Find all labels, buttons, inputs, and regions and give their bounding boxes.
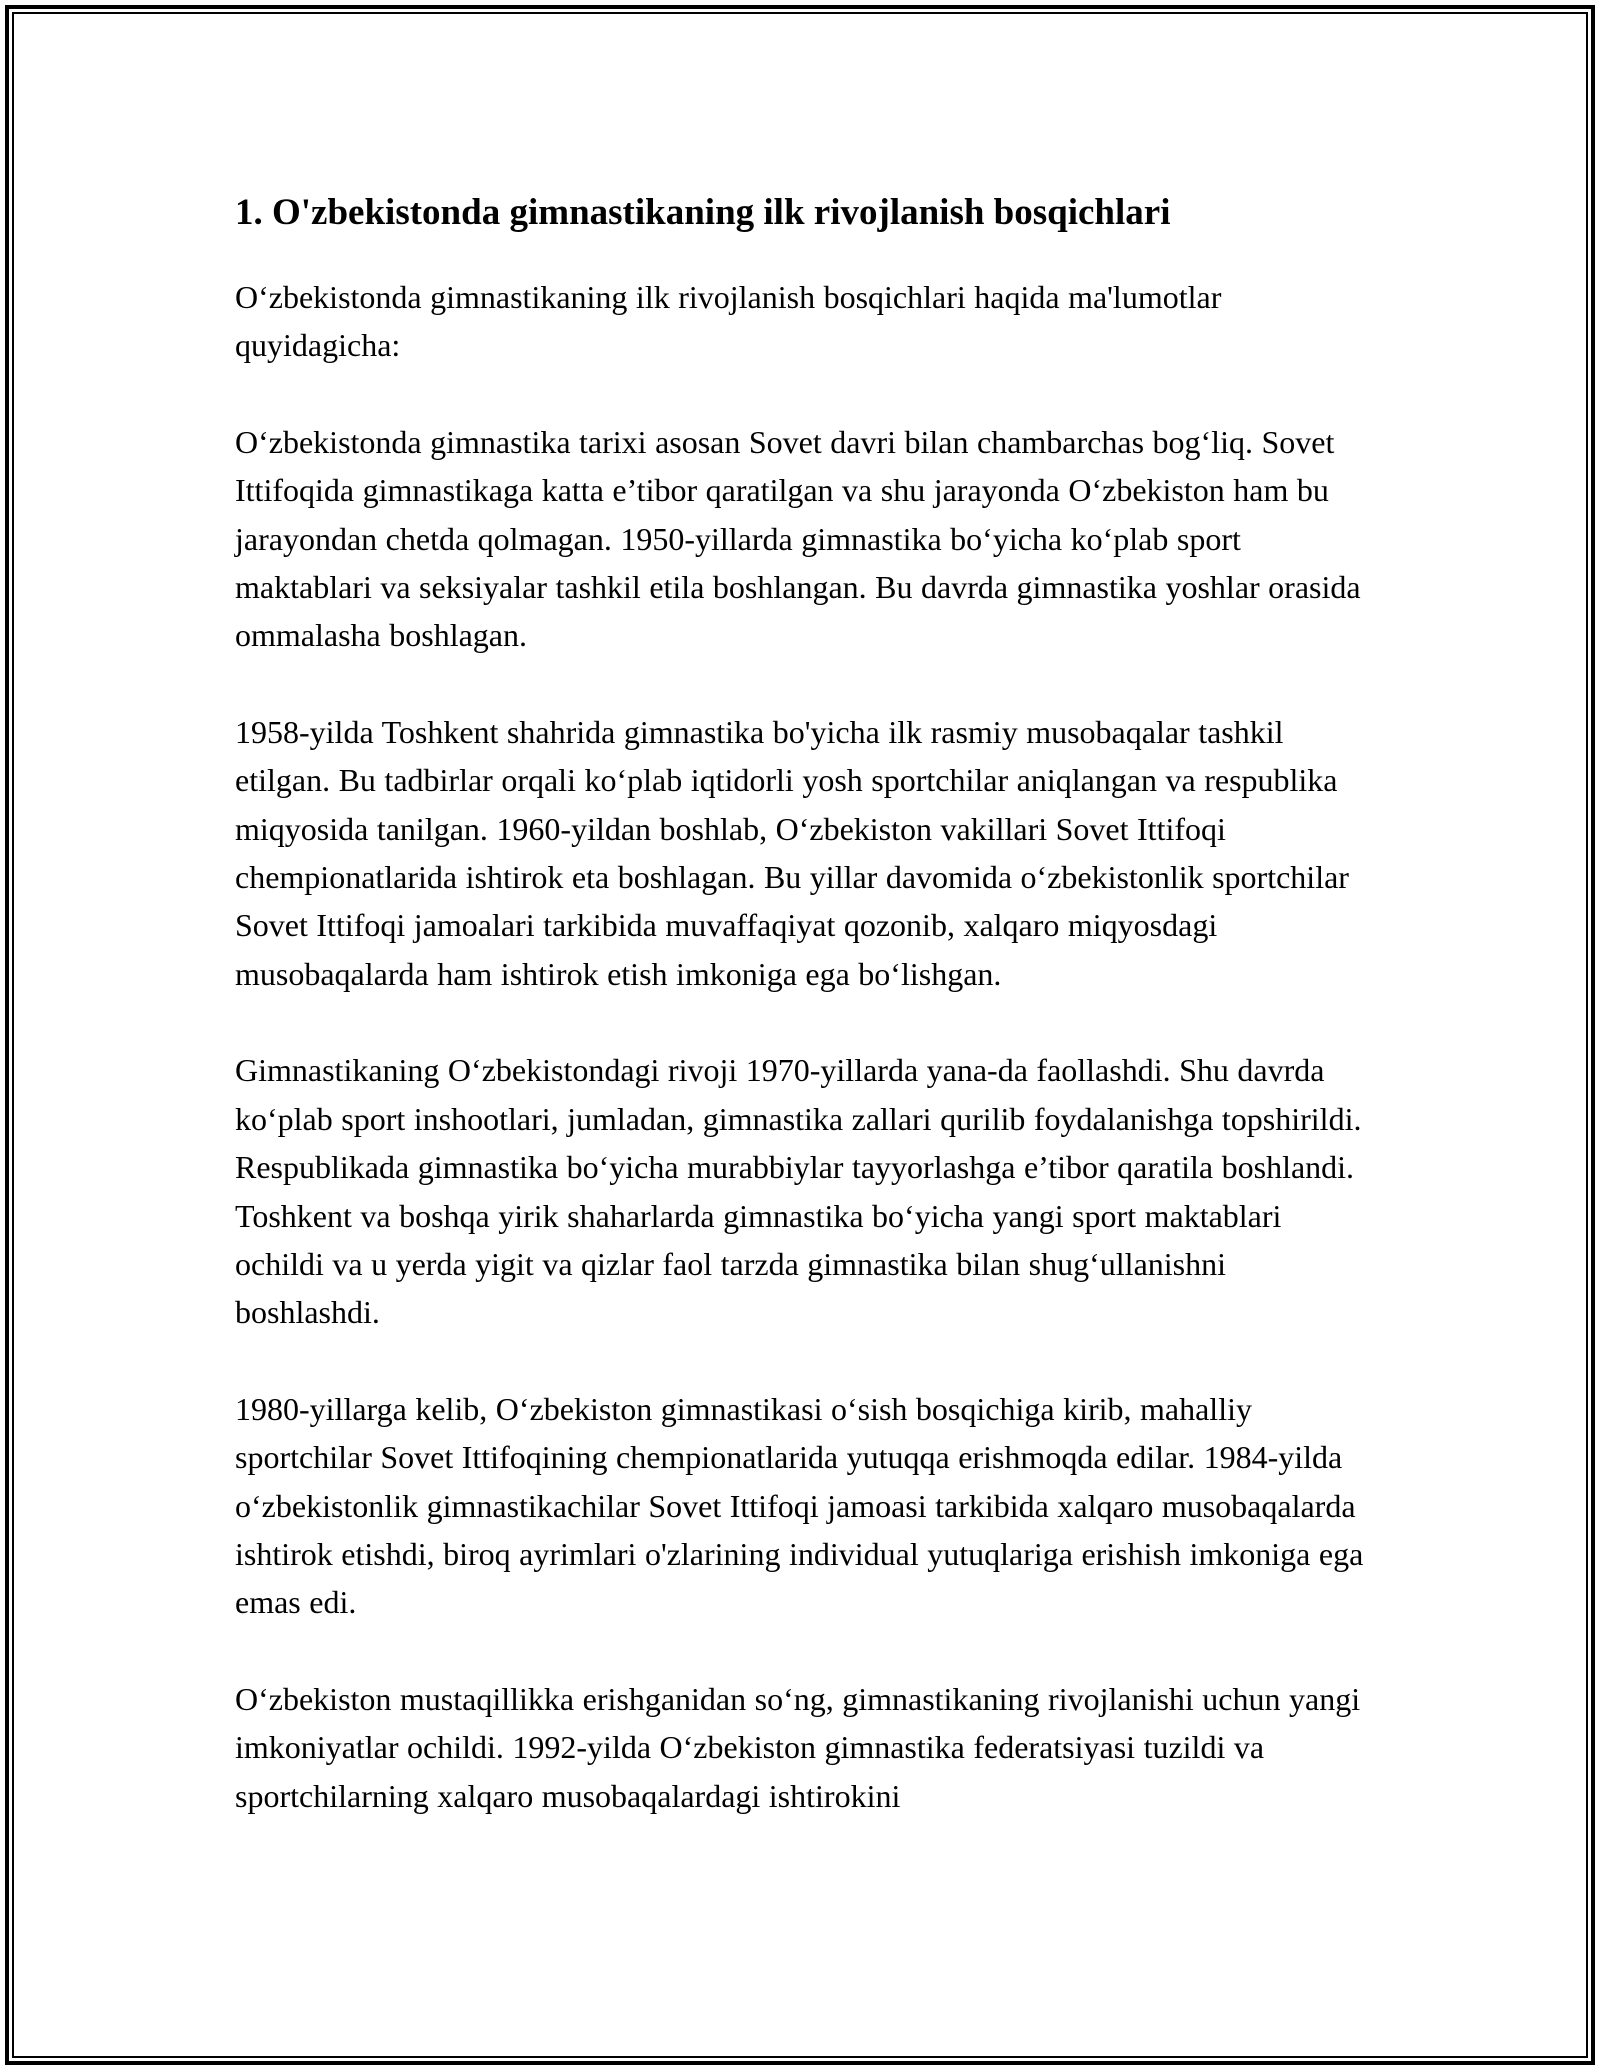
document-body xyxy=(235,185,1370,1820)
paragraph-1980s-growth: 1980-yillarga kelib, O‘zbekiston gimnastikasi o‘sish bosqichiga kirib, mahalliy sportchilar Sovet Ittifoqining chempionatlarida yutuqqa erishmoqda edilar. 1984-yilda o‘zbekistonlik gimnastikachilar Sovet Ittifoqi jamoasi tarkibida xalqaro musobaqalarda ishtirok etishdi, biroq ayrimlari o'zlarining individual yutuqlariga erishish imkoniga ega emas edi. xyxy=(235,1390,1364,1621)
paragraph-1958-competitions: 1958-yilda Toshkent shahrida gimnastika bo'yicha ilk rasmiy musobaqalar tashkil etilgan. Bu tadbirlar orqali ko‘plab iqtidorli yosh sportchilar aniqlangan va respublika miqyosida tanilgan. 1960-yildan boshlab, O‘zbekiston vakillari Sovet Ittifoqi chempionatlarida ishtirok eta boshlagan. Bu yillar davomida o‘zbekistonlik sportchilar Sovet Ittifoqi jamoalari tarkibida muvaffaqiyat qozonib, xalqaro miqyosdagi musobaqalarda ham ishtirok etish imkoniga ega bo‘lishgan. xyxy=(235,713,1349,992)
paragraph-intro: O‘zbekistonda gimnastikaning ilk rivojlanish bosqichlari haqida ma'lumotlar quyidagicha: xyxy=(235,279,1222,364)
paragraph-independence: O‘zbekiston mustaqillikka erishganidan so‘ng, gimnastikaning rivojlanishi uchun yangi imkoniyatlar ochildi. 1992-yilda O‘zbekiston gimnastika federatsiyasi tuzildi va sportchilarning xalqaro musobaqalardagi ishtirokini xyxy=(235,1680,1361,1814)
paragraph-soviet-era: O‘zbekistonda gimnastika tarixi asosan Sovet davri bilan chambarchas bog‘liq. Sovet Ittifoqida gimnastikaga katta e’tibor qaratilgan va shu jarayonda O‘zbekiston ham bu jarayondan chetda qolmagan. 1950-yillarda gimnastika bo‘yicha ko‘plab sport maktablari va seksiyalar tashkil etila boshlangan. Bu davrda gimnastika yoshlar orasida ommalasha boshlagan. xyxy=(235,423,1361,654)
paragraph-1970s-development: Gimnastikaning O‘zbekistondagi rivoji 1970-yillarda yana-da faollashdi. Shu davrda ko‘plab sport inshootlari, jumladan, gimnastika zallari qurilib foydalanishga topshirildi. Respublikada gimnastika bo‘yicha murabbiylar tayyorlashga e’tibor qaratila boshlandi. Toshkent va boshqa yirik shaharlarda gimnastika bo‘yicha yangi sport maktablari ochildi va u yerda yigit va qizlar faol tarzda gimnastika bilan shug‘ullanishni boshlashdi. xyxy=(235,1052,1362,1331)
section-heading: 1. O'zbekistonda gimnastikaning ilk rivojlanish bosqichlari xyxy=(235,192,1171,233)
